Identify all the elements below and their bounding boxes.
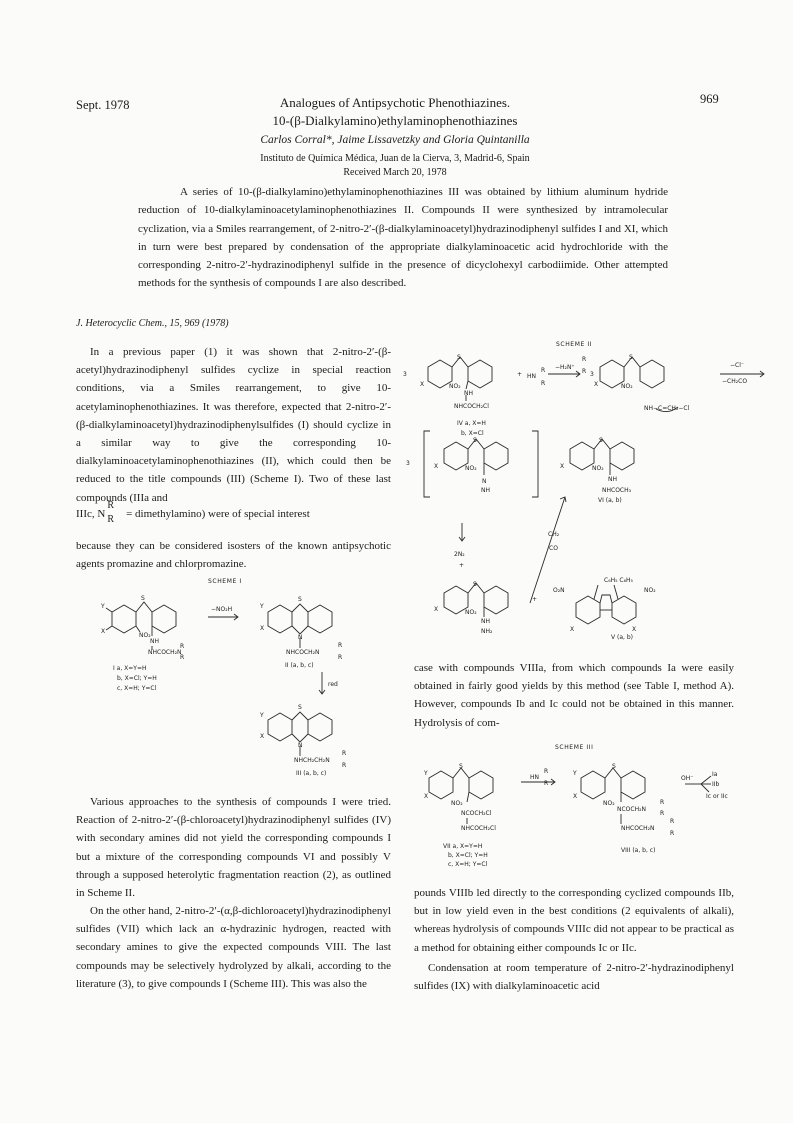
s1-ii-s: S [298, 596, 302, 603]
s3-oh: OH⁻ [681, 775, 694, 782]
s2-vi-label: VI (a, b) [598, 497, 622, 504]
s2-iv-legend-a: IV a, X=H [457, 420, 486, 427]
citation: J. Heterocyclic Chem., 15, 969 (1978) [76, 318, 229, 329]
s1-iii-x: X [260, 733, 265, 740]
s3-reagent-r1: R [544, 768, 549, 775]
s2-n2: 2N₂ [454, 551, 465, 558]
authors: Carlos Corral*, Jaime Lissavetzky and Gloria Quintanilla [260, 134, 530, 146]
s3-reagent-r2: R [544, 780, 549, 787]
inline-formula-suffix: = dimethylamino) were of special interest [126, 508, 310, 520]
s3-vii-x: X [424, 793, 429, 800]
s2-hyd-nh2: NH₂ [481, 628, 493, 635]
s1-i-no2: NO₂ [139, 632, 151, 639]
s2-v-x2: X [632, 626, 637, 633]
s2-iv-s: S [457, 354, 461, 361]
right-paragraph-2: pounds VIIIb led directly to the corresponding cyclized compounds IIb, but in low yield even in the best conditions (2 equivalents of alkali), whereas hydrolysis of compounds VIIIc did not appear to be practical as a method for obtaining either compounds Ic or IIc. [414, 887, 734, 954]
s3-viii-no2: NO₂ [603, 800, 615, 807]
s3-viii-sub2: NHCOCH₂N [621, 825, 655, 832]
left-paragraph-1: In a previous paper (1) it was shown that 2-nitro-2′-(β-acetyl)hydrazinodiphenyl sulfides cyclize in special reaction conditions, via a Smiles rearrangement, to give 10-acetylaminophenothiazines. It was therefore, expected that 2-nitro-2′-(β-dialkylaminoacetyl)hydrazinodiphenylsulfides (I) should cyclize in a similar way to give the corresponding 10-dialkylaminoacetylaminophenothiazines (II), which could then be reduced to the title compounds (III) (Scheme I). Two of these last compounds (IIIa and [76, 346, 391, 504]
left-paragraph-2: Various approaches to the synthesis of compounds I were tried. Reaction of 2-nitro-2′-(β-chloroacetyl)hydrazinodiphenyl sulfides (IV) with secondary amines did not yield the corresponding compounds I but a mixture of the corresponding compounds VI and possibly V through a supposed heterolytic fragmentation reaction (2), as outlined in Scheme II. [76, 796, 391, 900]
s3-viii-sub1: NCOCH₂N [617, 806, 646, 813]
s2-arrow1-r1: R [582, 356, 587, 363]
s2-hyd-nh: NH [481, 618, 490, 625]
s3-viii-r4: R [670, 830, 675, 837]
s2-bracket-s: S [473, 437, 477, 444]
s1-ii-y: Y [260, 603, 264, 610]
s2-hyd-x: X [434, 606, 439, 613]
inline-r-upper: R [107, 500, 114, 512]
left-paragraph-3: On the other hand, 2-nitro-2′-(α,β-dichloroacetyl)hydrazinodiphenyl sulfides (VII) which lack an α-hydrazinic hydrogen, reacted with secondary amines to give the expected compounds VIII. The last compounds may be selectively hydrolyzed by alkali, according to the literature (3), to give compounds I (Scheme III). This was also the [76, 905, 391, 990]
s2-amine-r2: R [541, 380, 546, 387]
s1-iii-r2: R [342, 762, 347, 769]
inline-formula-prefix: IIIc, N [76, 508, 106, 520]
s3-product-iib: IIb [712, 781, 720, 788]
scheme-2-heading: SCHEME II [556, 341, 593, 348]
s1-arrow1-label: −NO₂H [211, 606, 233, 613]
s2-bracket-coef: 3 [406, 460, 410, 467]
s1-iii-r1: R [342, 750, 347, 757]
s2-int-no2: NO₂ [621, 383, 633, 390]
s1-iii-substituent: NHCH₂CH₂N [294, 757, 330, 764]
s2-amine: HN [527, 373, 536, 380]
s3-viii-s: S [612, 763, 616, 770]
s3-product-ia: Ia [712, 771, 718, 778]
s3-viii-r3: R [670, 818, 675, 825]
s3-vii-sub2: NHCOCH₂Cl [461, 825, 496, 832]
s2-v-no2: NO₂ [644, 587, 656, 594]
s1-i-r2: R [180, 654, 185, 661]
s1-legend-b: b, X=Cl; Y=H [117, 675, 157, 682]
s1-legend-c: c, X=H; Y=Cl [117, 685, 157, 692]
journal-date: Sept. 1978 [76, 98, 130, 112]
s2-hyd-no2: NO₂ [465, 609, 477, 616]
s2-arrow2-bottom: −CH₂CO [722, 378, 748, 385]
s3-vii-no2: NO₂ [451, 800, 463, 807]
s3-reagent: HN [530, 774, 539, 781]
abstract: A series of 10-(β-dialkylamino)ethylaminophenothiazines III was obtained by lithium aluminum hydride reduction of 10-dialkylaminoacetylaminophenothiazines II. Compounds II were synthesized by intramolecular cyclization, via a Smiles rearrangement, of 2-nitro-2′-(β-dialkylaminoacetyl)hydrazinodiphenyl sulfides I and XI, which in turn were best prepared by condensation of the appropriate dialkylaminoacetic acid hydrochloride with the corresponding 2-nitro-2′-hydrazinodiphenyl sulfide in the presence of dicyclohexyl carbodiimide. Other attempted methods for the synthesis of compounds I are also described. [138, 186, 668, 290]
received-date: Received March 20, 1978 [343, 167, 447, 178]
right-paragraph-3: Condensation at room temperature of 2-nitro-2′-hydrazinodiphenyl sulfides (IX) with dialkylaminoacetic acid [414, 962, 734, 993]
s1-i-substituent: NHCOCH₂N [148, 649, 182, 656]
s3-product-ic-iic: Ic or IIc [706, 793, 728, 800]
s1-i-y: Y [101, 603, 105, 610]
s3-vii-s: S [459, 763, 463, 770]
s2-v-label: V (a, b) [611, 634, 633, 641]
scheme-3-structures [405, 758, 725, 878]
s2-int-s: S [629, 354, 633, 361]
s2-iv-substituent: NHCOCH₂Cl [454, 403, 489, 410]
s2-iv-x: X [420, 381, 425, 388]
s2-vi-s: S [599, 437, 603, 444]
s2-int-x: X [594, 381, 599, 388]
s2-vi-no2: NO₂ [592, 465, 604, 472]
s1-iii-s: S [298, 704, 302, 711]
s2-int-substituent: NH−C=CH₂−Cl [644, 405, 690, 412]
s3-vii-legend-a: VII a, X=Y=H [443, 843, 483, 850]
s2-plus-1: + [517, 371, 523, 378]
s1-ii-r2: R [338, 654, 343, 661]
s2-coef-1: 3 [403, 371, 407, 378]
s3-viii-r2: R [660, 810, 665, 817]
s1-iii-y: Y [260, 712, 264, 719]
scheme-1-heading: SCHEME I [208, 578, 242, 585]
s3-viii-label: VIII (a, b, c) [621, 847, 656, 854]
s3-vii-legend-b: b, X=Cl; Y=H [448, 852, 488, 859]
s2-plus-3: + [532, 596, 538, 603]
s2-bracket-n: N [482, 478, 487, 485]
s2-ketene-ch2: CH₂ [548, 531, 560, 538]
article-title-line1: Analogues of Antipsychotic Phenothiazines. [279, 95, 511, 110]
s1-i-nh: NH [150, 638, 159, 645]
left-paragraph-1-end: because they can be considered isosters of the known antipsychotic agents promazine and chlorpromazine. [76, 540, 391, 571]
s1-i-x: X [101, 628, 106, 635]
s2-arrow1-r2: R [582, 368, 587, 375]
s2-bracket-x: X [434, 463, 439, 470]
s2-plus-2: + [459, 562, 465, 569]
scheme-3-heading: SCHEME III [555, 744, 594, 751]
s1-label-ii: II (a, b, c) [285, 662, 314, 669]
s2-arrow2-top: −Cl⁻ [730, 362, 745, 369]
s1-label-iii: III (a, b, c) [296, 770, 327, 777]
s2-vi-nh: NH [608, 476, 617, 483]
s1-ii-n: N [298, 634, 303, 641]
s3-viii-y: Y [573, 770, 577, 777]
s3-vii-y: Y [424, 770, 428, 777]
article-title-line2: 10-(β-Dialkylamino)ethylaminophenothiazines [272, 113, 518, 128]
s2-arrow1-label: −H₂N⁺ [555, 364, 575, 371]
page-number: 969 [700, 92, 719, 106]
s2-amine-r1: R [541, 367, 546, 374]
s1-i-s: S [141, 595, 145, 602]
s2-hyd-s: S [473, 581, 477, 588]
inline-r-lower: R [107, 514, 114, 526]
s1-i-r1: R [180, 643, 185, 650]
s1-legend-a: I a, X=Y=H [113, 665, 147, 672]
s3-vii-sub1: NCOCH₂Cl [461, 810, 492, 817]
s2-v-o2n: O₂N [553, 587, 565, 594]
s2-iv-nh: NH [464, 390, 473, 397]
s2-v-phenyls: C₆H₅ C₆H₅ [604, 577, 633, 584]
left-inline-formula [76, 500, 391, 526]
s2-iv-legend-b: b, X=Cl [461, 430, 484, 437]
right-paragraph-1: case with compounds VIIIa, from which compounds Ia were easily obtained in fairly good yields by this method (see Table I, method A). However, compounds Ib and Ic could not be obtained in this manner. Hydrolysis of com- [414, 662, 734, 729]
s3-vii-legend-c: c, X=H; Y=Cl [448, 861, 488, 868]
s2-ketene-co: CO [549, 545, 558, 552]
s2-bracket-no2: NO₂ [465, 465, 477, 472]
s1-arrow2-label: red [328, 681, 338, 688]
scheme-2-structures [400, 345, 770, 645]
s1-ii-x: X [260, 625, 265, 632]
s3-viii-x: X [573, 793, 578, 800]
s2-vi-x: X [560, 463, 565, 470]
s1-ii-r1: R [338, 642, 343, 649]
s1-ii-substituent: NHCOCH₂N [286, 649, 320, 656]
s2-v-x1: X [570, 626, 575, 633]
s3-viii-r1: R [660, 799, 665, 806]
s2-iv-no2: NO₂ [449, 383, 461, 390]
s2-coef-2: 3 [590, 371, 594, 378]
institute: Instituto de Química Médica, Juan de la Cierva, 3, Madrid-6, Spain [260, 153, 530, 164]
s1-iii-n: N [298, 742, 303, 749]
s2-vi-substituent: NHCOCH₃ [602, 487, 632, 494]
s2-bracket-nh: NH [481, 487, 490, 494]
